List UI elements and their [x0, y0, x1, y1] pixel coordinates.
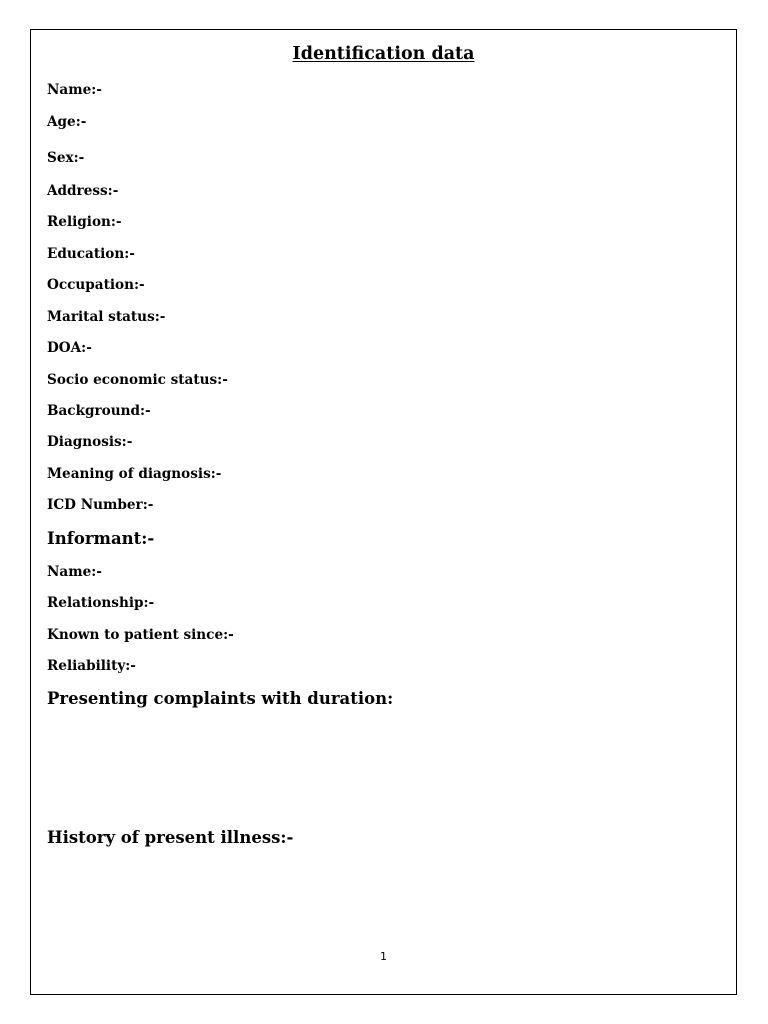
field-religion: Religion:-	[47, 214, 122, 230]
field-meaning-of-diagnosis: Meaning of diagnosis:-	[47, 466, 222, 482]
page-number: 1	[380, 950, 387, 963]
field-diagnosis: Diagnosis:-	[47, 434, 133, 450]
field-icd-number: ICD Number:-	[47, 497, 154, 513]
field-address: Address:-	[47, 183, 119, 199]
field-education: Education:-	[47, 246, 135, 262]
document-page	[30, 29, 737, 995]
field-socio-economic-status: Socio economic status:-	[47, 372, 228, 388]
field-marital-status: Marital status:-	[47, 309, 166, 325]
field-doa: DOA:-	[47, 340, 92, 356]
informant-field-name: Name:-	[47, 564, 102, 580]
informant-field-reliability: Reliability:-	[47, 658, 136, 674]
field-occupation: Occupation:-	[47, 277, 145, 293]
field-age: Age:-	[47, 114, 87, 130]
informant-field-known-to-patient-since: Known to patient since:-	[47, 627, 234, 643]
field-sex: Sex:-	[47, 150, 85, 166]
informant-field-relationship: Relationship:-	[47, 595, 155, 611]
history-of-present-illness-heading: History of present illness:-	[47, 828, 294, 847]
field-name: Name:-	[47, 82, 102, 98]
document-title: Identification data	[292, 44, 475, 64]
presenting-complaints-heading: Presenting complaints with duration:	[47, 689, 394, 708]
informant-heading: Informant:-	[47, 529, 155, 548]
field-background: Background:-	[47, 403, 151, 419]
